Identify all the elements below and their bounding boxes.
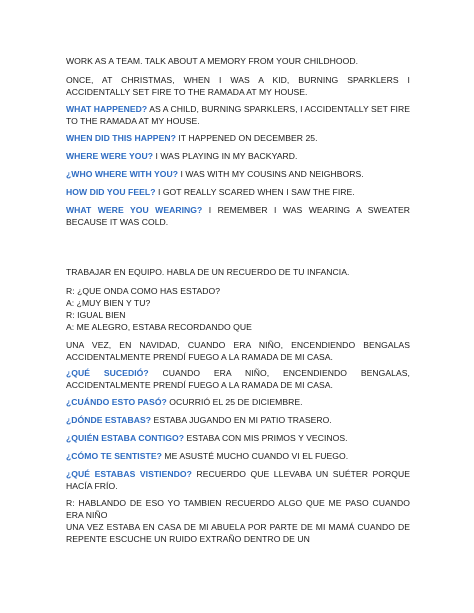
answer-text: I GOT REALLY SCARED WHEN I SAW THE FIRE. — [155, 187, 355, 197]
question-label: ¿QUÉ ESTABAS VISTIENDO? — [66, 469, 192, 479]
question-label: ¿WHO WHERE WITH YOU? — [66, 169, 179, 179]
english-qa-6 — [66, 204, 410, 228]
english-qa-4 — [66, 168, 410, 180]
dialogue-line: R: ¿QUE ONDA COMO HAS ESTADO? — [66, 286, 221, 296]
dialogue-line: R: IGUAL BIEN — [66, 310, 126, 320]
answer-text: IT HAPPENED ON DECEMBER 25. — [175, 133, 318, 143]
spanish-heading: TRABAJAR EN EQUIPO. HABLA DE UN RECUERDO DE TU INFANCIA. — [66, 267, 350, 277]
question-label: ¿CUÁNDO ESTO PASÓ? — [66, 397, 167, 407]
english-qa-5 — [66, 186, 410, 198]
closing-line: R: HABLANDO DE ESO YO TAMBIEN RECUERDO ALGO QUE ME PASO CUANDO ERA NIÑO — [66, 498, 410, 520]
question-label: WHAT WERE YOU WEARING? — [66, 205, 203, 215]
dialogue-line: A: ME ALEGRO, ESTABA RECORDANDO QUE — [66, 322, 252, 332]
question-label: ¿CÓMO TE SENTISTE? — [66, 451, 162, 461]
spanish-qa-3 — [66, 414, 410, 426]
answer-text: I WAS WITH MY COUSINS AND NEIGHBORS. — [178, 169, 364, 179]
english-heading: WORK AS A TEAM. TALK ABOUT A MEMORY FROM YOUR CHILDHOOD. — [66, 56, 359, 66]
question-label: HOW DID YOU FEEL? — [66, 187, 156, 197]
question-label: ¿DÓNDE ESTABAS? — [66, 415, 152, 425]
spanish-intro: UNA VEZ, EN NAVIDAD, CUANDO ERA NIÑO, ENCENDIENDO BENGALAS ACCIDENTALMENTE PRENDÍ FUEGO A LA RAMADA DE MI CASA. — [66, 340, 410, 362]
question-label: WHERE WERE YOU? — [66, 151, 154, 161]
english-qa-3 — [66, 150, 410, 162]
answer-text: RECUERDO QUE LLEVABA UN SUÉTER PORQUE HACÍA FRÍO. — [66, 469, 410, 491]
english-qa-1 — [66, 103, 410, 127]
spanish-qa-5 — [66, 450, 410, 462]
question-label: WHAT HAPPENED? — [66, 104, 148, 114]
answer-text: OCURRIÓ EL 25 DE DICIEMBRE. — [166, 397, 303, 407]
spanish-closing — [66, 497, 410, 545]
spanish-qa-4 — [66, 432, 410, 444]
question-label: ¿QUIÉN ESTABA CONTIGO? — [66, 433, 185, 443]
answer-text: ESTABA CON MIS PRIMOS Y VECINOS. — [184, 433, 348, 443]
dialogue-line: A: ¿MUY BIEN Y TU? — [66, 298, 151, 308]
question-label: ¿QUÉ SUCEDIÓ? — [66, 368, 149, 378]
spanish-qa-6 — [66, 468, 410, 492]
question-label: WHEN DID THIS HAPPEN? — [66, 133, 176, 143]
english-intro: ONCE, AT CHRISTMAS, WHEN I WAS A KID, BURNING SPARKLERS I ACCIDENTALLY SET FIRE TO THE RAMADA AT MY HOUSE. — [66, 75, 410, 97]
closing-line: UNA VEZ ESTABA EN CASA DE MI ABUELA POR PARTE DE MI MAMÁ CUANDO DE REPENTE ESCUCHE UN RUIDO EXTRAÑO DENTRO DE UN — [66, 522, 410, 544]
spanish-qa-2 — [66, 396, 410, 408]
answer-text: I WAS PLAYING IN MY BACKYARD. — [153, 151, 298, 161]
spanish-qa-1 — [66, 367, 410, 391]
english-qa-2 — [66, 132, 410, 144]
answer-text: AS A CHILD, BURNING SPARKLERS, I ACCIDENTALLY SET FIRE TO THE RAMADA AT MY HOUSE. — [66, 104, 410, 126]
answer-text: ME ASUSTÉ MUCHO CUANDO VI EL FUEGO. — [161, 451, 349, 461]
answer-text: I REMEMBER I WAS WEARING A SWEATER BECAUSE IT WAS COLD. — [66, 205, 410, 227]
answer-text: ESTABA JUGANDO EN MI PATIO TRASERO. — [151, 415, 332, 425]
spanish-dialogue — [66, 285, 410, 333]
answer-text: CUANDO ERA NIÑO, ENCENDIENDO BENGALAS, ACCIDENTALMENTE PRENDÍ FUEGO A LA RAMADA DE MI CASA. — [66, 368, 410, 390]
